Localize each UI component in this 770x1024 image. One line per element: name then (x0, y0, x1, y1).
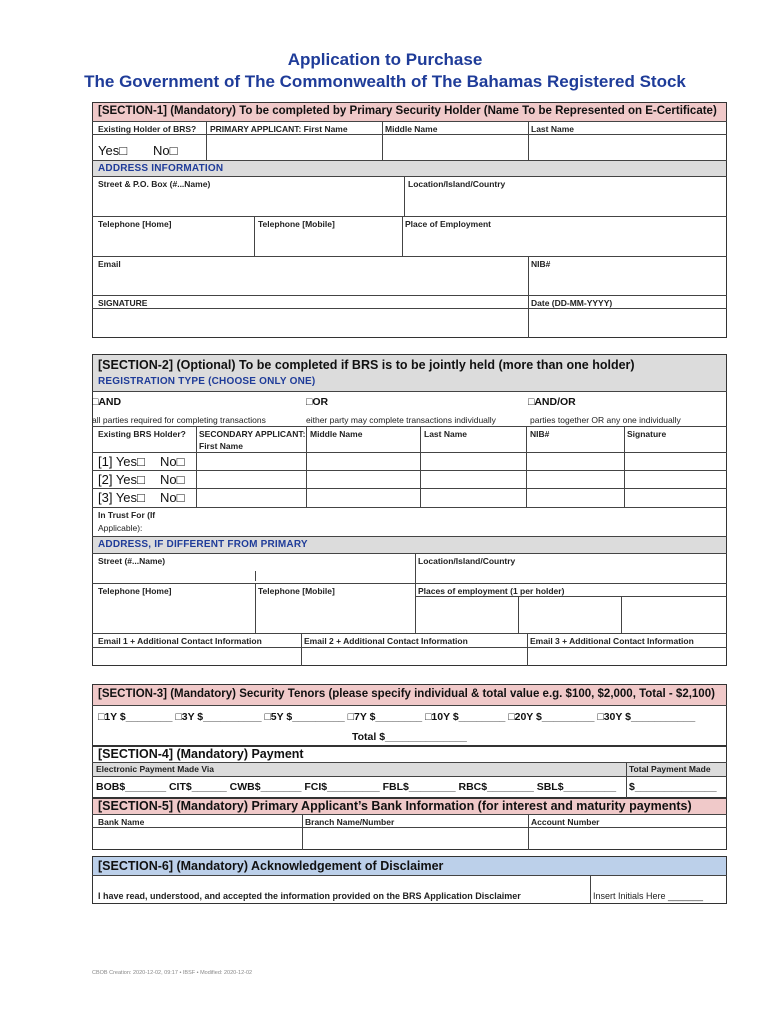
nib-label[interactable]: NIB# (531, 259, 551, 269)
employment-label[interactable]: Place of Employment (405, 219, 491, 229)
holder-1-yes-checkbox[interactable]: [1] Yes□ (98, 454, 145, 469)
initials-field[interactable]: Insert Initials Here _______ (593, 891, 704, 901)
andor-option-checkbox[interactable]: □AND/OR (528, 396, 576, 408)
primary-middle-name-label[interactable]: Middle Name (385, 124, 438, 134)
existing-brs-label: Existing BRS Holder? (98, 429, 186, 439)
tel-home-label[interactable]: Telephone [Home] (98, 219, 172, 229)
s2-tel-mobile-label[interactable]: Telephone [Mobile] (258, 586, 335, 596)
s2-location-label[interactable]: Location/Island/Country (418, 556, 516, 566)
total-payment-field[interactable]: $______________ (629, 781, 717, 793)
section-3-title: [SECTION-3] (Mandatory) Security Tenors (please specify individual & total value e.g. $100, $2,000, Total - $2,100) (98, 688, 715, 700)
tenor-total[interactable]: Total $______________ (352, 731, 467, 743)
s2-tel-home-label[interactable]: Telephone [Home] (98, 586, 172, 596)
holder-2-no-checkbox[interactable]: No□ (160, 472, 185, 487)
and-description: all parties required for completing transactions (92, 415, 266, 425)
payment-method-label: Electronic Payment Made Via (96, 764, 214, 774)
email-1-label[interactable]: Email 1 + Additional Contact Information (98, 636, 262, 646)
primary-last-name-label[interactable]: Last Name (531, 124, 574, 134)
in-trust-label[interactable]: In Trust For (If (98, 510, 156, 520)
section-2-address-title: ADDRESS, IF DIFFERENT FROM PRIMARY (98, 539, 308, 550)
holder-1-no-checkbox[interactable]: No□ (160, 454, 185, 469)
primary-first-name-label[interactable]: PRIMARY APPLICANT: First Name (210, 124, 348, 134)
registration-type-title: REGISTRATION TYPE (CHOOSE ONLY ONE) (98, 376, 316, 387)
location-label[interactable]: Location/Island/Country (408, 179, 506, 189)
tel-mobile-label[interactable]: Telephone [Mobile] (258, 219, 335, 229)
or-option-checkbox[interactable]: □OR (306, 396, 329, 408)
date-label[interactable]: Date (DD-MM-YYYY) (531, 298, 613, 308)
secondary-signature-label[interactable]: Signature (627, 429, 667, 439)
footer-note: CBOB Creation: 2020-12-02, 09:17 • IBSF • Modified: 2020-12-02 (92, 970, 253, 976)
street-label[interactable]: Street & P.O. Box (#...Name) (98, 179, 211, 189)
holder-3-no-checkbox[interactable]: No□ (160, 490, 185, 505)
existing-no-checkbox[interactable]: No□ (153, 143, 178, 158)
payment-bank-amounts[interactable]: BOB$_______ CIT$______ CWB$_______ FCI$_________ FBL$________ RBC$________ SBL$_________ (96, 781, 617, 793)
s2-employment-label[interactable]: Places of employment (1 per holder) (418, 586, 565, 596)
section-1-title: [SECTION-1] (Mandatory) To be completed by Primary Security Holder (Name To be Represented on E-Certificate) (98, 105, 717, 117)
email-label[interactable]: Email (98, 259, 121, 269)
and-option-checkbox[interactable]: □AND (92, 396, 122, 408)
secondary-middle-name-label[interactable]: Middle Name (310, 429, 363, 439)
bank-name-label[interactable]: Bank Name (98, 817, 145, 827)
branch-label[interactable]: Branch Name/Number (305, 817, 395, 827)
section-2-box (92, 354, 727, 666)
holder-3-yes-checkbox[interactable]: [3] Yes□ (98, 490, 145, 505)
section-5-title: [SECTION-5] (Mandatory) Primary Applicant’s Bank Information (for interest and maturity payments) (98, 799, 692, 813)
signature-label[interactable]: SIGNATURE (98, 298, 148, 308)
form-title: Application to Purchase (287, 50, 483, 69)
email-3-label[interactable]: Email 3 + Additional Contact Information (530, 636, 694, 646)
s2-street-label[interactable]: Street (#...Name) (98, 556, 166, 566)
email-2-label[interactable]: Email 2 + Additional Contact Information (304, 636, 468, 646)
andor-description: parties together OR any one individually (530, 415, 681, 425)
tenor-options[interactable]: □1Y $________ □3Y $__________ □5Y $_________ □7Y $________ □10Y $________ □20Y $_________ □30Y $___________ (98, 711, 696, 723)
existing-yes-checkbox[interactable]: Yes□ (98, 143, 128, 158)
secondary-nib-label[interactable]: NIB# (530, 429, 550, 439)
account-number-label[interactable]: Account Number (531, 817, 600, 827)
in-trust-applicable: Applicable): (98, 523, 143, 533)
secondary-applicant-label: SECONDARY APPLICANT: (199, 429, 306, 439)
section-6-title: [SECTION-6] (Mandatory) Acknowledgement of Disclaimer (98, 859, 444, 873)
holder-2-yes-checkbox[interactable]: [2] Yes□ (98, 472, 145, 487)
total-payment-label: Total Payment Made (629, 764, 711, 774)
secondary-first-name-label[interactable]: First Name (199, 441, 243, 451)
disclaimer-statement: I have read, understood, and accepted the information provided on the BRS Application Disclaimer (98, 891, 521, 901)
section-2-title: [SECTION-2] (Optional) To be completed if BRS is to be jointly held (more than one holder) (98, 358, 635, 372)
existing-holder-label: Existing Holder of BRS? (98, 124, 197, 134)
secondary-last-name-label[interactable]: Last Name (424, 429, 467, 439)
address-info-title: ADDRESS INFORMATION (98, 163, 224, 174)
or-description: either party may complete transactions individually (306, 415, 496, 425)
form-subtitle: The Government of The Commonwealth of The Bahamas Registered Stock (84, 72, 686, 91)
section-4-title: [SECTION-4] (Mandatory) Payment (98, 747, 304, 761)
